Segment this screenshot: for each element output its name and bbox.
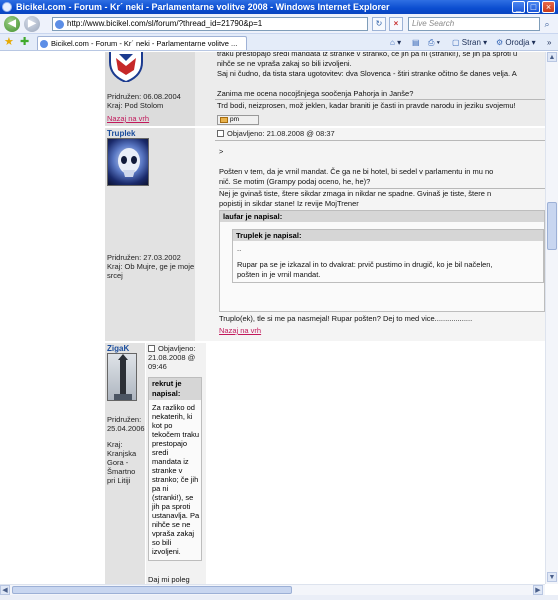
post-username[interactable]: ZigaK: [107, 344, 130, 353]
pm-label: pm: [230, 116, 240, 123]
envelope-icon: [220, 117, 228, 123]
post-location: Kraj: Ob Mujre, ge je moje srcej: [107, 262, 195, 280]
post-text-line: traku prestopajo sredi mandata iz stranke v stranko, če jih pa ni (stranki!), se jih pa sproti u: [217, 52, 518, 58]
favorites-star-icon[interactable]: ★: [4, 36, 14, 48]
tab-page-icon: [40, 40, 48, 48]
quote-title-line: napisal:: [152, 389, 181, 398]
quote-text-line: tekočem traku: [152, 430, 200, 439]
post-text-line: nihče se ne vpraša zakaj so bili izvoljeni.: [217, 59, 352, 68]
quote-block: [148, 377, 202, 561]
nested-quote-title: Truplek je napisal:: [233, 230, 543, 241]
post-date-text: Objavljeno:: [158, 344, 196, 353]
scroll-left-arrow-icon[interactable]: ◀: [0, 585, 10, 595]
horizontal-scroll-thumb[interactable]: [12, 586, 292, 594]
forum-post: [105, 128, 545, 341]
search-icon[interactable]: ⌕: [544, 19, 550, 29]
post-reply-text: Truplo(ek), tle si me pa nasmejal! Rupar pošten? Dej to med vice..................: [219, 314, 473, 323]
user-avatar-image: [107, 138, 149, 186]
forum-post: [105, 52, 545, 126]
post-joined-date: Pridružen: 06.08.2004: [107, 92, 181, 101]
quote-title-line: rekrut je: [152, 379, 182, 388]
post-author-column: [105, 52, 195, 126]
tools-menu[interactable]: ⚙ Orodja ▾: [496, 38, 536, 47]
search-input[interactable]: Live Search: [408, 17, 540, 31]
feeds-button[interactable]: [412, 37, 420, 49]
status-bar: [0, 595, 558, 600]
url-text: http://www.bicikel.com/sl/forum/?thread_id=21790&p=1: [67, 19, 263, 28]
post-joined-date: 25.04.2006: [107, 424, 145, 433]
skull-avatar-icon: [108, 139, 149, 186]
page-icon-small: ▢: [452, 38, 460, 47]
post-signature-line: popistij in sikdar stane! Iz revije MojTrener: [219, 199, 359, 208]
forum-post: [105, 343, 545, 584]
post-joined-date: Pridružen: 27.03.2002: [107, 253, 181, 262]
post-date-text: Objavljeno: 21.08.2008 @ 08:37: [227, 129, 335, 138]
add-favorites-icon[interactable]: ✚: [20, 36, 30, 48]
page-menu-label: Stran: [461, 38, 481, 47]
post-text-line: Daj mi poleg: [148, 575, 190, 584]
quote-text-line: so bili: [152, 538, 172, 547]
post-text-line: >: [219, 147, 224, 156]
quote-text-line: pa ni: [152, 484, 169, 493]
forward-button[interactable]: ▶: [24, 16, 40, 32]
nested-quote-block: [232, 229, 544, 283]
quote-text-line: nihče se ne: [152, 520, 191, 529]
scroll-right-arrow-icon[interactable]: ▶: [533, 585, 543, 595]
gear-icon: ⚙: [496, 38, 504, 47]
quote-text-line: Za razliko od: [152, 403, 195, 412]
horizontal-scrollbar[interactable]: [0, 584, 545, 595]
quote-text-line: nekaterih, ki: [152, 412, 193, 421]
post-text-line: Zanima me ocena nocojšnjega soočenja Pahorja in Janše?: [217, 89, 414, 98]
post-username[interactable]: Truplek: [107, 129, 136, 138]
quote-text-line: ustanavlja. Pa: [152, 511, 200, 520]
page-left-margin: [0, 52, 105, 584]
minimize-button[interactable]: _: [512, 1, 525, 13]
quote-text-line: izvoljeni.: [152, 547, 181, 556]
post-content: [197, 52, 545, 126]
address-input[interactable]: [52, 17, 368, 31]
pm-button[interactable]: [217, 115, 259, 125]
print-button[interactable]: ⎙ ▾: [428, 38, 440, 47]
post-author-column: [105, 128, 195, 341]
post-location-line: Kranjska: [107, 449, 137, 458]
vertical-scroll-thumb[interactable]: [547, 202, 557, 250]
user-avatar-image: [107, 353, 137, 401]
more-chevron-icon[interactable]: »: [547, 38, 552, 47]
print-icon: ⎙: [428, 38, 435, 47]
back-to-top-link[interactable]: Nazaj na vrh: [107, 114, 150, 123]
window-title: Bicikel.com - Forum - Kr´ neki - Parlamentarne volitve 2008 - Windows Internet Explorer: [16, 2, 390, 12]
address-toolbar: [0, 14, 558, 34]
quote-text-line: stranke v: [152, 466, 183, 475]
quote-text-line: stranko; če jih: [152, 475, 199, 484]
post-signature-line: Nej je gvinaš tiste, štere sikdar zmaga in nikdar ne spadne. Gvinaš je tiste, štere n: [219, 189, 492, 198]
quote-text-line: vpraša zakaj: [152, 529, 195, 538]
quote-block: [219, 210, 545, 312]
quote-text-line: ..: [237, 244, 242, 253]
quote-text-line: prestopajo: [152, 439, 188, 448]
stop-button[interactable]: ×: [389, 17, 403, 31]
page-menu[interactable]: ▢ Stran ▾: [452, 38, 488, 47]
quote-text-line: (stranki!), se: [152, 493, 194, 502]
post-location-line: pri Litiji: [107, 476, 131, 485]
post-text-line: Pošten v tem, da je vrnil mandat. Če ga ne bi hotel, bi sedel v parlamentu in mu no: [219, 167, 494, 176]
quote-text-line: kot po: [152, 421, 173, 430]
post-location-line: Gora -: [107, 458, 129, 467]
post-header-divider: [215, 140, 545, 141]
page-icon: [55, 20, 64, 29]
tab-label: Bicikel.com - Forum - Kr´ neki - Parlamentarne volitve ...: [51, 39, 238, 48]
ie-icon: [2, 2, 12, 12]
tower-avatar-icon: [108, 354, 137, 401]
post-text-line: nič. Se motim (Grampy podaj oceno, he, he)?: [219, 177, 371, 186]
tab-toolbar: [0, 34, 558, 51]
post-date: [217, 129, 335, 139]
post-content: [146, 343, 206, 584]
active-tab[interactable]: [37, 36, 247, 50]
quote-text-line: sredi: [152, 448, 169, 457]
close-window-button[interactable]: ×: [542, 1, 555, 13]
scroll-up-arrow-icon[interactable]: ▲: [548, 54, 556, 61]
post-signature: Trd bodi, neizprosen, mož jeklen, kadar braniti je časti in pravde narodu in jeziku svojemu!: [217, 101, 516, 110]
home-icon: ⌂: [390, 38, 395, 47]
maximize-button[interactable]: □: [527, 1, 540, 13]
quote-text-line: mandata iz: [152, 457, 189, 466]
quote-text-line: pošten in je vrnil mandat.: [237, 270, 321, 279]
home-button[interactable]: ⌂ ▾: [390, 38, 402, 47]
back-button[interactable]: ◀: [4, 16, 20, 32]
post-icon: [217, 130, 224, 137]
post-joined-label: Pridružen:: [107, 415, 142, 424]
post-icon: [148, 345, 155, 352]
scroll-down-arrow-icon[interactable]: ▼: [548, 574, 556, 581]
quote-text: [152, 403, 199, 556]
quote-title: laufar je napisal:: [220, 211, 544, 222]
signature-divider: [215, 99, 545, 100]
post-content: [197, 128, 545, 341]
vertical-scrollbar[interactable]: [545, 52, 558, 584]
page-viewport: [0, 52, 545, 584]
refresh-button[interactable]: ↻: [372, 17, 386, 31]
post-text-line: Saj ni čudno, da tista stara ugotovitev: dva Slovenca - štiri stranke očitno še danes velja. A: [217, 69, 517, 78]
window-titlebar: [0, 0, 558, 14]
post-location-line: Kraj:: [107, 440, 123, 449]
back-to-top-link[interactable]: Nazaj na vrh: [219, 326, 262, 335]
quote-text-line: Rupar pa se je izkazal in to dvakrat: prvič pustimo in drugič, ko je bil načelen,: [237, 260, 493, 269]
post-location: Kraj: Pod Stolom: [107, 101, 164, 110]
post-author-column: [105, 343, 145, 584]
post-date-text: 21.08.2008 @: [148, 353, 196, 362]
post-location-line: Šmartno: [107, 467, 136, 476]
user-avatar-shield-icon: [107, 52, 145, 82]
post-date-text: 09:46: [148, 362, 167, 371]
tools-menu-label: Orodja: [505, 38, 530, 47]
feeds-icon: ▤: [412, 38, 420, 47]
quote-text-line: jih pa sproti: [152, 502, 191, 511]
quote-title: [149, 378, 201, 400]
